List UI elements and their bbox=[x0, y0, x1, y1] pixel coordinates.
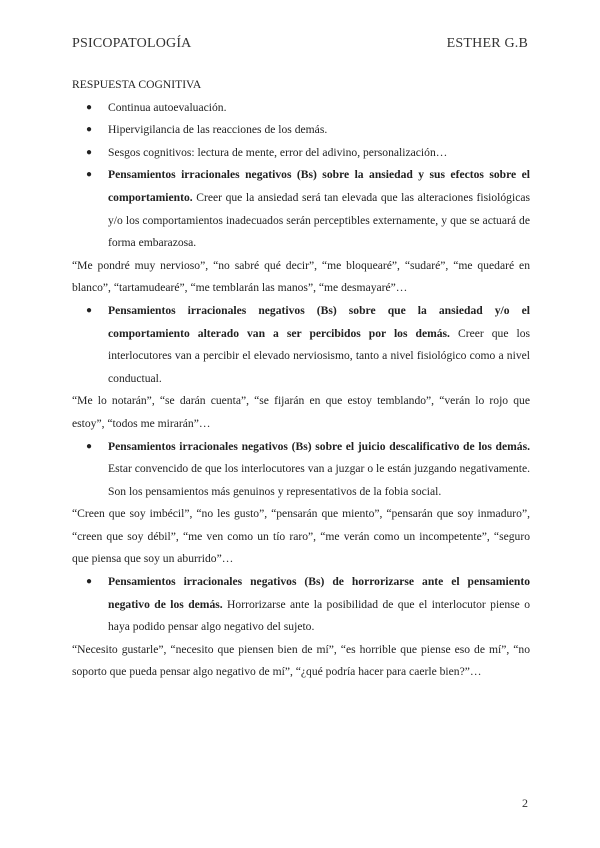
list-item: ● Continua autoevaluación. bbox=[72, 97, 530, 120]
example-quotes: “Me pondré muy nervioso”, “no sabré qué decir”, “me bloquearé”, “sudaré”, “me quedaré en blanco”, “tartamudearé”, “me temblarán las manos”, “me desmayaré”… bbox=[72, 258, 530, 295]
thought-bullet-list bbox=[72, 436, 530, 504]
example-quotes: “Me lo notarán”, “se darán cuenta”, “se fijarán en que estoy temblando”, “verán lo rojo que estoy”, “todos me mirarán”… bbox=[72, 394, 530, 430]
bullet-heading: Pensamientos irracionales negativos (Bs) sobre el juicio descalificativo de los demás. bbox=[108, 439, 530, 453]
example-quotes: “Necesito gustarle”, “necesito que piensen bien de mí”, “es horrible que piense eso de mí”, “no soporto que pueda pensar algo negativo de mí”, “¿qué podría hacer para caerle bien?”… bbox=[72, 642, 530, 679]
list-item bbox=[72, 436, 530, 504]
bullet-heading: Pensamientos irracionales negativos (Bs) sobre la ansiedad y sus efectos sobre el comportamiento. bbox=[108, 168, 530, 204]
list-item bbox=[72, 571, 530, 639]
bullet-heading: Pensamientos irracionales negativos (Bs) sobre que la ansiedad y/o el comportamiento alterado van a ser percibidos por los demás. bbox=[108, 303, 530, 340]
list-item bbox=[72, 300, 530, 390]
header-subject: PSICOPATOLOGÍA bbox=[72, 36, 192, 51]
page-number: 2 bbox=[522, 796, 528, 810]
bullet-text: Creer que los interlocutores van a percibir el elevado nerviosismo, tanto a nivel fisiológico como a nivel conductual. bbox=[108, 326, 530, 385]
header-author: ESTHER G.B bbox=[446, 36, 528, 51]
bullet-text: Horrorizarse ante la posibilidad de que el interlocutor piense o haya podido pensar algo negativo del sujeto. bbox=[108, 597, 530, 634]
list-item bbox=[72, 164, 530, 254]
section-title: RESPUESTA COGNITIVA bbox=[72, 78, 202, 91]
bullet-heading: Pensamientos irracionales negativos (Bs) de horrorizarse ante el pensamiento negativo de los demás. bbox=[108, 575, 530, 611]
page-content bbox=[72, 74, 530, 684]
list-item: ● Sesgos cognitivos: lectura de mente, error del adivino, personalización… bbox=[72, 142, 530, 165]
example-quotes: “Creen que soy imbécil”, “no les gusto”, “pensarán que miento”, “pensarán que soy inmaduro”, “creen que soy débil”, “me ven como un tío raro”, “me verán como un incompetente”, “seguro que piensa que soy un aburrido”… bbox=[72, 507, 530, 566]
thought-bullet-list bbox=[72, 300, 530, 390]
simple-bullet-list bbox=[72, 97, 530, 165]
thought-bullet-list bbox=[72, 164, 530, 254]
page-header bbox=[72, 36, 528, 52]
thought-bullet-list bbox=[72, 571, 530, 639]
bullet-text: Creer que la ansiedad será tan elevada que las alteraciones fisiológicas y/o los comportamientos inadecuados serán perceptibles externamente, y que se actuará de forma embarazosa. bbox=[108, 190, 530, 250]
bullet-text: Estar convencido de que los interlocutores van a juzgar o le están juzgando negativamente. Son los pensamientos más genuinos y representativos de la fobia social. bbox=[108, 462, 530, 498]
list-item: ● Hipervigilancia de las reacciones de los demás. bbox=[72, 119, 530, 142]
